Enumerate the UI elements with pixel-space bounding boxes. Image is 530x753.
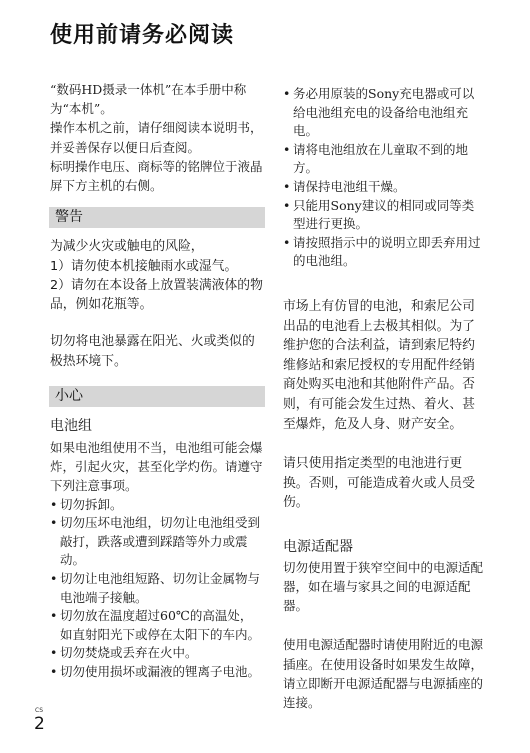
list-item: • 切勿焚烧或丢弃在火中。 <box>50 644 264 663</box>
language-code: CS <box>35 707 43 714</box>
warning-line-3: 2）请勿在本设备上放置装满液体的物品，例如花瓶等。 <box>50 277 263 313</box>
warning-sunlight-text: 切勿将电池暴露在阳光、火或类似的极热环境下。 <box>50 334 255 369</box>
list-item: • 务必用原装的Sony充电器或可以给电池组充电的设备给电池组充电。 <box>283 85 483 141</box>
page-title: 使用前请务必阅读 <box>50 23 235 48</box>
caution-heading: 小心 <box>49 386 265 407</box>
warning-heading: 警告 <box>49 207 265 228</box>
list-item: • 切勿放在温度超过60℃的高温处，如直射阳光下或停在太阳下的车内。 <box>50 607 264 644</box>
adaptor-text-2: 使用电源适配器时请使用附近的电源插座。在使用设备时如果发生故障，请立即断开电源适配器与电源插座的连接。 <box>283 637 484 711</box>
list-item: • 请按照指示中的说明立即丢弃用过的电池组。 <box>283 234 483 271</box>
specified-battery-text: 请只使用指定类型的电池进行更换。否则，可能造成着火或人员受伤。 <box>283 456 475 511</box>
battery-bullet-list-right <box>283 85 483 271</box>
list-item: • 切勿让电池组短路、切勿让金属物与电池端子接触。 <box>50 570 264 607</box>
list-item: • 请保持电池组干燥。 <box>283 178 483 197</box>
battery-bullet-list-left <box>50 496 264 682</box>
battery-text: 如果电池组使用不当，电池组可能会爆炸，引起火灾，甚至化学灼伤。请遵守下列注意事项。 <box>50 440 263 494</box>
intro-paragraph-3: 标明操作电压、商标等的铭牌位于液晶屏下方主机的右侧。 <box>50 158 263 194</box>
page-number: 2 <box>34 714 45 734</box>
warning-line-1: 为减少火灾或触电的风险， <box>50 239 204 255</box>
list-item: • 只能用Sony建议的相同或同等类型进行更换。 <box>283 197 483 234</box>
list-item: • 切勿压坏电池组，切勿让电池组受到敲打，跌落或遭到踩踏等外力或震动。 <box>50 514 264 570</box>
right-column <box>283 85 483 712</box>
list-item: • 请将电池组放在儿童取不到的地方。 <box>283 141 483 178</box>
left-column <box>50 80 264 682</box>
intro-paragraph-1: “数码HD摄录一体机”在本手册中称为“本机”。 <box>50 82 247 117</box>
list-item: • 切勿使用损坏或漏液的锂离子电池。 <box>50 663 264 682</box>
list-item: • 切勿拆卸。 <box>50 496 264 515</box>
adaptor-text-1: 切勿使用置于狭窄空间中的电源适配器，如在墙与家具之间的电源适配器。 <box>283 559 484 614</box>
battery-heading: 电池组 <box>50 418 92 434</box>
adaptor-heading: 电源适配器 <box>283 538 353 555</box>
counterfeit-battery-text: 市场上有仿冒的电池，和索尼公司出品的电池看上去极其相似。为了维护您的合法利益，请到索尼特约维修站和索尼授权的专用配件经销商处购买电池和其他附件产品。否则，有可能会发生过热、着火、甚至爆炸，危及人身、财产安全。 <box>283 298 475 432</box>
warning-line-2: 1）请勿使本机接触雨水或湿气。 <box>50 258 238 274</box>
intro-paragraph-2: 操作本机之前，请仔细阅读本说明书，并妥善保存以便日后查阅。 <box>50 120 263 155</box>
